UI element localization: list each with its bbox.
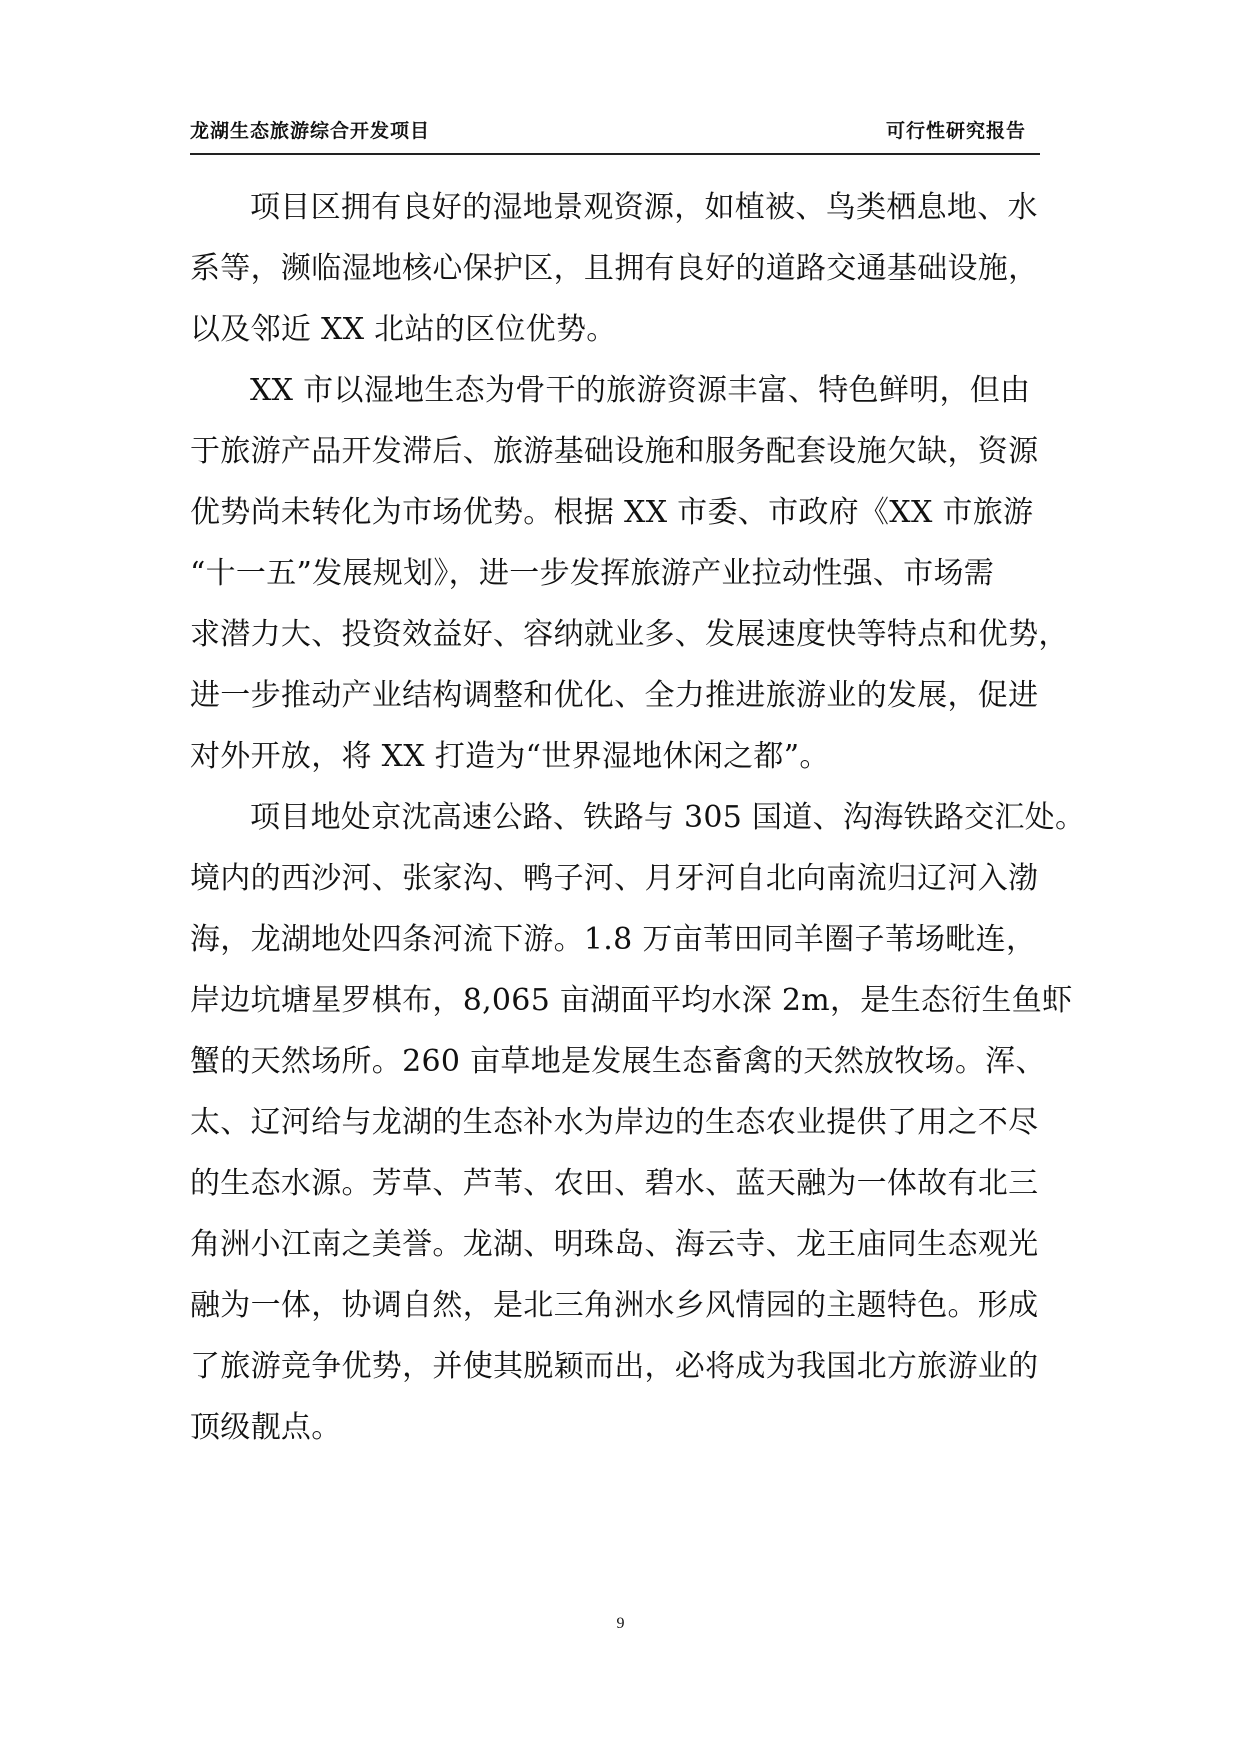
text-line: 系等，濒临湿地核心保护区，且拥有良好的道路交通基础设施，: [190, 251, 1039, 286]
text-line: 太、辽河给与龙湖的生态补水为岸边的生态农业提供了用之不尽: [190, 1105, 1039, 1140]
page-number: 9: [616, 1615, 625, 1632]
text-line: 岸边坑塘星罗棋布，8,065 亩湖面平均水深 2m，是生态衍生鱼虾: [190, 983, 1073, 1018]
text-line: 于旅游产品开发滞后、旅游基础设施和服务配套设施欠缺，资源: [190, 434, 1039, 469]
text-line: 对外开放，将 XX 打造为“世界湿地休闲之都”。: [190, 739, 830, 774]
header-project-title: 龙湖生态旅游综合开发项目: [190, 120, 431, 142]
text-line: 项目区拥有良好的湿地景观资源，如植被、鸟类栖息地、水: [250, 190, 1038, 225]
paragraph-2: [190, 360, 1069, 787]
text-line: 求潜力大、投资效益好、容纳就业多、发展速度快等特点和优势，: [190, 617, 1069, 652]
text-line: 的生态水源。芳草、芦苇、农田、碧水、蓝天融为一体故有北三: [190, 1166, 1039, 1201]
text-line: “十一五”发展规划》，进一步发挥旅游产业拉动性强、市场需: [190, 556, 995, 591]
document-body: [190, 177, 1086, 1458]
text-line: 了旅游竞争优势，并使其脱颖而出，必将成为我国北方旅游业的: [190, 1349, 1039, 1384]
text-line: 海，龙湖地处四条河流下游。1.8 万亩苇田同羊圈子苇场毗连，: [190, 922, 1037, 957]
text-line: 优势尚未转化为市场优势。根据 XX 市委、市政府《XX 市旅游: [190, 495, 1034, 530]
text-line: 蟹的天然场所。260 亩草地是发展生态畜禽的天然放牧场。浑、: [190, 1044, 1046, 1079]
text-line: 融为一体，协调自然，是北三角洲水乡风情园的主题特色。形成: [190, 1288, 1039, 1323]
text-line: XX 市以湿地生态为骨干的旅游资源丰富、特色鲜明，但由: [250, 373, 1031, 408]
text-line: 项目地处京沈高速公路、铁路与 305 国道、沟海铁路交汇处。: [250, 800, 1086, 835]
paragraph-1: [190, 177, 1050, 360]
text-line: 角洲小江南之美誉。龙湖、明珠岛、海云寺、龙王庙同生态观光: [190, 1227, 1039, 1262]
text-line: 进一步推动产业结构调整和优化、全力推进旅游业的发展，促进: [190, 678, 1039, 713]
header-report-type: 可行性研究报告: [885, 120, 1026, 142]
text-line: 以及邻近 XX 北站的区位优势。: [190, 312, 617, 347]
page-header: [190, 117, 1040, 155]
text-line: 境内的西沙河、张家沟、鸭子河、月牙河自北向南流归辽河入渤: [190, 861, 1039, 896]
text-line: 顶级靓点。: [190, 1410, 342, 1445]
paragraph-3: [190, 787, 1086, 1458]
